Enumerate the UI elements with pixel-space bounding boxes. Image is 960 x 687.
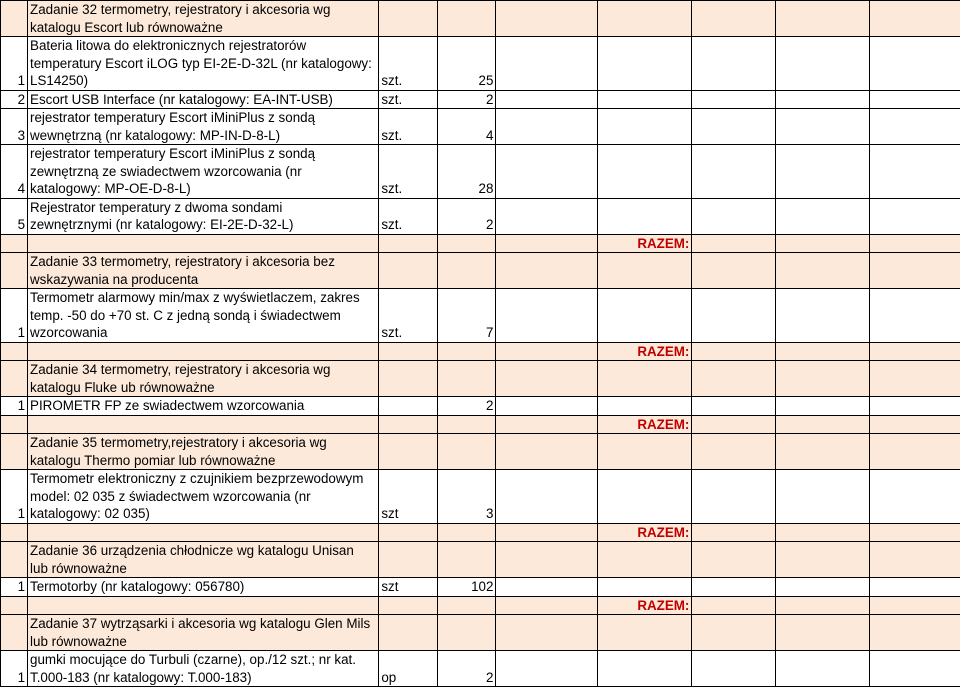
empty-cell[interactable] [28, 523, 379, 542]
table-row [1, 90, 960, 109]
empty-cell[interactable] [437, 1, 496, 37]
empty-cell[interactable] [597, 90, 692, 109]
cell-line: model: 02 035 z świadectwem wzorcowania (nr [30, 488, 376, 506]
empty-cell[interactable] [597, 198, 692, 234]
unit-cell[interactable]: szt [379, 578, 438, 597]
empty-cell[interactable] [870, 596, 960, 615]
unit-cell[interactable]: szt. [379, 90, 438, 109]
empty-cell[interactable] [597, 615, 692, 651]
cell-line: katalogu Thermo pomiar lub równoważne [30, 452, 376, 470]
quantity-cell[interactable]: 2 [437, 198, 496, 234]
empty-cell[interactable] [692, 615, 775, 651]
empty-cell[interactable] [870, 523, 960, 542]
description-cell[interactable] [28, 145, 379, 199]
cell-line: Termotorby (nr katalogowy: 056780) [30, 578, 376, 596]
empty-cell[interactable] [496, 109, 597, 145]
quantity-cell[interactable]: 7 [437, 289, 496, 343]
empty-cell[interactable] [496, 651, 597, 687]
cell-line: Zadanie 36 urządzenia chłodnicze wg katalogu Unisan [30, 542, 376, 560]
table-row [1, 289, 960, 343]
empty-cell[interactable] [775, 90, 870, 109]
description-cell[interactable] [28, 470, 379, 524]
empty-cell[interactable] [379, 542, 438, 578]
empty-cell[interactable] [870, 37, 960, 91]
empty-cell[interactable] [597, 109, 692, 145]
empty-cell[interactable] [379, 434, 438, 470]
description-cell[interactable] [28, 397, 379, 416]
quantity-cell[interactable]: 3 [437, 470, 496, 524]
empty-cell[interactable] [692, 253, 775, 289]
empty-cell[interactable] [496, 415, 597, 434]
section-header-row [1, 1, 960, 37]
empty-cell[interactable] [379, 361, 438, 397]
cell-line: T.000-183 (nr katalogowy: T.000-183) [30, 669, 376, 687]
empty-cell[interactable] [496, 145, 597, 199]
empty-cell[interactable] [437, 253, 496, 289]
section-title[interactable] [28, 253, 379, 289]
total-row [1, 596, 960, 615]
empty-cell[interactable] [692, 90, 775, 109]
cell-line: LS14250) [30, 72, 376, 90]
lp-cell[interactable]: 4 [1, 145, 28, 199]
empty-cell[interactable] [775, 289, 870, 343]
empty-cell[interactable] [692, 542, 775, 578]
lp-cell[interactable] [1, 615, 28, 651]
empty-cell[interactable] [496, 470, 597, 524]
section-header-row [1, 253, 960, 289]
empty-cell[interactable] [775, 415, 870, 434]
empty-cell[interactable] [775, 397, 870, 416]
table-row [1, 397, 960, 416]
empty-cell[interactable] [597, 145, 692, 199]
empty-cell[interactable] [597, 578, 692, 597]
empty-cell[interactable] [692, 109, 775, 145]
empty-cell[interactable] [496, 397, 597, 416]
cell-line: katalogu Escort lub równoważne [30, 19, 376, 37]
total-row [1, 234, 960, 253]
cell-line: temp. -50 do +70 st. C z jedną sondą i świadectwem [30, 307, 376, 325]
empty-cell[interactable] [437, 434, 496, 470]
section-title[interactable] [28, 615, 379, 651]
lp-cell[interactable]: 5 [1, 198, 28, 234]
empty-cell[interactable] [437, 361, 496, 397]
section-header-row [1, 542, 960, 578]
empty-cell[interactable] [870, 234, 960, 253]
empty-cell[interactable] [775, 596, 870, 615]
cell-line: temperatury Escort iLOG typ EI-2E-D-32L (nr katalogowy: [30, 55, 376, 73]
empty-cell[interactable] [597, 651, 692, 687]
section-header-row [1, 434, 960, 470]
total-row [1, 415, 960, 434]
empty-cell[interactable] [1, 523, 28, 542]
empty-cell[interactable] [379, 1, 438, 37]
cell-line: Zadanie 37 wytrząsarki i akcesoria wg katalogu Glen Mils [30, 615, 376, 633]
empty-cell[interactable] [692, 234, 775, 253]
lp-cell[interactable] [1, 542, 28, 578]
empty-cell[interactable] [870, 342, 960, 361]
empty-cell[interactable] [597, 397, 692, 416]
empty-cell[interactable] [692, 397, 775, 416]
lp-cell[interactable] [1, 1, 28, 37]
empty-cell[interactable] [692, 578, 775, 597]
empty-cell[interactable] [28, 234, 379, 253]
empty-cell[interactable] [1, 415, 28, 434]
cell-line: Zadanie 33 termometry, rejestratory i akcesoria bez [30, 253, 376, 271]
description-cell[interactable] [28, 37, 379, 91]
table-row [1, 651, 960, 687]
description-cell[interactable] [28, 578, 379, 597]
empty-cell[interactable] [870, 415, 960, 434]
empty-cell[interactable] [692, 415, 775, 434]
cell-line: wskazywania na producenta [30, 271, 376, 289]
empty-cell[interactable] [775, 145, 870, 199]
empty-cell[interactable] [496, 361, 597, 397]
total-row [1, 342, 960, 361]
cell-line: PIROMETR FP ze swiadectwem wzorcowania [30, 397, 376, 415]
total-label[interactable]: RAZEM: [597, 234, 692, 253]
table-row [1, 470, 960, 524]
empty-cell[interactable] [379, 523, 438, 542]
empty-cell[interactable] [870, 109, 960, 145]
empty-cell[interactable] [379, 253, 438, 289]
lp-cell[interactable] [1, 253, 28, 289]
section-title[interactable] [28, 542, 379, 578]
empty-cell[interactable] [775, 361, 870, 397]
description-cell[interactable] [28, 109, 379, 145]
empty-cell[interactable] [775, 1, 870, 37]
total-label[interactable]: RAZEM: [597, 523, 692, 542]
empty-cell[interactable] [692, 198, 775, 234]
cell-line: lub równoważne [30, 633, 376, 651]
empty-cell[interactable] [692, 651, 775, 687]
empty-cell[interactable] [870, 434, 960, 470]
empty-cell[interactable] [496, 615, 597, 651]
empty-cell[interactable] [379, 342, 438, 361]
quantity-cell[interactable]: 2 [437, 90, 496, 109]
quantity-cell[interactable]: 4 [437, 109, 496, 145]
description-cell[interactable] [28, 651, 379, 687]
total-row [1, 523, 960, 542]
unit-cell[interactable]: op [379, 651, 438, 687]
quantity-cell[interactable]: 25 [437, 37, 496, 91]
empty-cell[interactable] [692, 470, 775, 524]
empty-cell[interactable] [692, 361, 775, 397]
empty-cell[interactable] [692, 523, 775, 542]
empty-cell[interactable] [597, 542, 692, 578]
cell-line: katalogu Fluke ub równoważne [30, 379, 376, 397]
description-cell[interactable] [28, 289, 379, 343]
empty-cell[interactable] [1, 234, 28, 253]
empty-cell[interactable] [437, 523, 496, 542]
empty-cell[interactable] [496, 1, 597, 37]
table-row [1, 198, 960, 234]
unit-cell[interactable]: szt [379, 470, 438, 524]
total-label[interactable]: RAZEM: [597, 342, 692, 361]
total-label[interactable]: RAZEM: [597, 415, 692, 434]
empty-cell[interactable] [496, 253, 597, 289]
cell-line: rejestrator temperatury Escort iMiniPlus z sondą [30, 109, 376, 127]
empty-cell[interactable] [775, 578, 870, 597]
cell-line: Escort USB Interface (nr katalogowy: EA-INT-USB) [30, 91, 376, 109]
empty-cell[interactable] [496, 542, 597, 578]
unit-cell[interactable]: szt. [379, 109, 438, 145]
empty-cell[interactable] [437, 415, 496, 434]
empty-cell[interactable] [379, 615, 438, 651]
empty-cell[interactable] [496, 37, 597, 91]
lp-cell[interactable]: 3 [1, 109, 28, 145]
empty-cell[interactable] [870, 615, 960, 651]
unit-cell[interactable]: szt. [379, 145, 438, 199]
cell-line: wzorcowania [30, 324, 376, 342]
empty-cell[interactable] [496, 289, 597, 343]
empty-cell[interactable] [692, 1, 775, 37]
empty-cell[interactable] [597, 361, 692, 397]
empty-cell[interactable] [437, 342, 496, 361]
table-row [1, 145, 960, 199]
quantity-cell[interactable]: 2 [437, 397, 496, 416]
empty-cell[interactable] [870, 397, 960, 416]
empty-cell[interactable] [870, 470, 960, 524]
description-cell[interactable] [28, 90, 379, 109]
quantity-cell[interactable]: 28 [437, 145, 496, 199]
empty-cell[interactable] [870, 361, 960, 397]
cell-line: zewnętrznymi (nr katalogowy: EI-2E-D-32-L) [30, 216, 376, 234]
cell-line: Zadanie 34 termometry, rejestratory i akcesoria wg [30, 361, 376, 379]
empty-cell[interactable] [496, 198, 597, 234]
empty-cell[interactable] [379, 415, 438, 434]
empty-cell[interactable] [597, 1, 692, 37]
lp-cell[interactable]: 1 [1, 397, 28, 416]
cell-line: Zadanie 32 termometry, rejestratory i akcesoria wg [30, 1, 376, 19]
cell-line: gumki mocujące do Turbuli (czarne), op./12 szt.; nr kat. [30, 651, 376, 669]
quantity-cell[interactable]: 102 [437, 578, 496, 597]
empty-cell[interactable] [437, 615, 496, 651]
total-label[interactable]: RAZEM: [597, 596, 692, 615]
lp-cell[interactable]: 1 [1, 651, 28, 687]
empty-cell[interactable] [775, 253, 870, 289]
unit-cell[interactable] [379, 397, 438, 416]
empty-cell[interactable] [692, 289, 775, 343]
section-title[interactable] [28, 1, 379, 37]
empty-cell[interactable] [775, 234, 870, 253]
empty-cell[interactable] [775, 109, 870, 145]
empty-cell[interactable] [870, 542, 960, 578]
lp-cell[interactable] [1, 434, 28, 470]
empty-cell[interactable] [28, 596, 379, 615]
table-row [1, 109, 960, 145]
empty-cell[interactable] [597, 37, 692, 91]
unit-cell[interactable]: szt. [379, 37, 438, 91]
empty-cell[interactable] [28, 415, 379, 434]
empty-cell[interactable] [28, 342, 379, 361]
empty-cell[interactable] [496, 234, 597, 253]
lp-cell[interactable]: 1 [1, 289, 28, 343]
empty-cell[interactable] [775, 198, 870, 234]
empty-cell[interactable] [775, 342, 870, 361]
empty-cell[interactable] [496, 523, 597, 542]
empty-cell[interactable] [870, 145, 960, 199]
cell-line: Bateria litowa do elektronicznych rejestratorów [30, 37, 376, 55]
empty-cell[interactable] [597, 470, 692, 524]
empty-cell[interactable] [775, 542, 870, 578]
empty-cell[interactable] [597, 434, 692, 470]
cell-line: wewnętrzną (nr katalogowy: MP-IN-D-8-L) [30, 127, 376, 145]
empty-cell[interactable] [692, 145, 775, 199]
empty-cell[interactable] [1, 342, 28, 361]
empty-cell[interactable] [692, 434, 775, 470]
empty-cell[interactable] [775, 615, 870, 651]
section-header-row [1, 361, 960, 397]
empty-cell[interactable] [437, 542, 496, 578]
empty-cell[interactable] [870, 90, 960, 109]
empty-cell[interactable] [870, 198, 960, 234]
empty-cell[interactable] [870, 253, 960, 289]
quantity-cell[interactable]: 2 [437, 651, 496, 687]
cell-line: zewnętrzną ze swiadectwem wzorcowania (nr [30, 163, 376, 181]
empty-cell[interactable] [379, 596, 438, 615]
cell-line: Termometr alarmowy min/max z wyświetlaczem, zakres [30, 289, 376, 307]
cell-line: katalogowy: 02 035) [30, 505, 376, 523]
lp-cell[interactable]: 2 [1, 90, 28, 109]
cell-line: Termometr elektroniczny z czujnikiem bezprzewodowym [30, 470, 376, 488]
lp-cell[interactable]: 1 [1, 37, 28, 91]
empty-cell[interactable] [379, 234, 438, 253]
empty-cell[interactable] [870, 289, 960, 343]
lp-cell[interactable]: 1 [1, 470, 28, 524]
empty-cell[interactable] [597, 253, 692, 289]
empty-cell[interactable] [1, 596, 28, 615]
section-title[interactable] [28, 434, 379, 470]
section-title[interactable] [28, 361, 379, 397]
empty-cell[interactable] [870, 651, 960, 687]
cell-line: rejestrator temperatury Escort iMiniPlus z sondą [30, 145, 376, 163]
empty-cell[interactable] [496, 596, 597, 615]
table-row [1, 37, 960, 91]
table-row [1, 578, 960, 597]
empty-cell[interactable] [437, 596, 496, 615]
lp-cell[interactable] [1, 361, 28, 397]
cell-line: Rejestrator temperatury z dwoma sondami [30, 199, 376, 217]
cell-line: katalogowy: MP-OE-D-8-L) [30, 180, 376, 198]
empty-cell[interactable] [692, 596, 775, 615]
unit-cell[interactable]: szt. [379, 289, 438, 343]
empty-cell[interactable] [775, 434, 870, 470]
empty-cell[interactable] [692, 342, 775, 361]
empty-cell[interactable] [775, 470, 870, 524]
empty-cell[interactable] [775, 523, 870, 542]
empty-cell[interactable] [496, 342, 597, 361]
unit-cell[interactable]: szt. [379, 198, 438, 234]
empty-cell[interactable] [775, 651, 870, 687]
empty-cell[interactable] [496, 578, 597, 597]
empty-cell[interactable] [437, 234, 496, 253]
description-cell[interactable] [28, 198, 379, 234]
empty-cell[interactable] [496, 90, 597, 109]
cell-line: Zadanie 35 termometry,rejestratory i akcesoria wg [30, 434, 376, 452]
empty-cell[interactable] [870, 578, 960, 597]
empty-cell[interactable] [870, 1, 960, 37]
empty-cell[interactable] [496, 434, 597, 470]
empty-cell[interactable] [597, 289, 692, 343]
empty-cell[interactable] [775, 37, 870, 91]
cell-line: lub równoważne [30, 560, 376, 578]
empty-cell[interactable] [692, 37, 775, 91]
lp-cell[interactable]: 1 [1, 578, 28, 597]
section-header-row [1, 615, 960, 651]
